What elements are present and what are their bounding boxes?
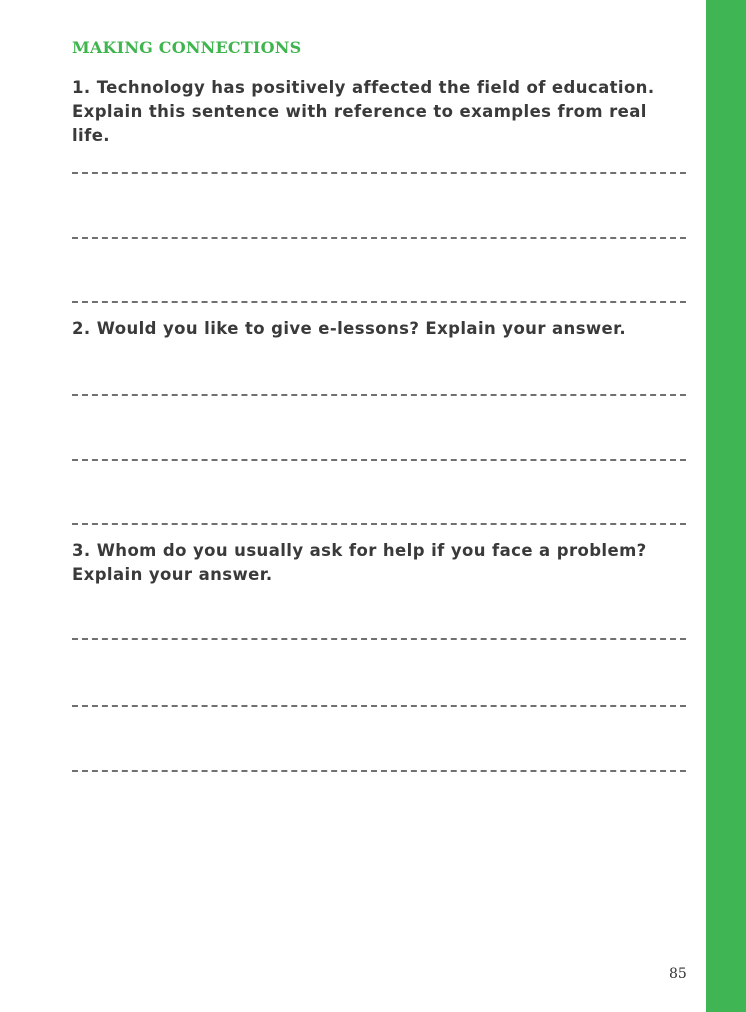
answer-line[interactable]	[72, 770, 686, 772]
answer-line[interactable]	[72, 638, 686, 640]
answer-line[interactable]	[72, 237, 686, 239]
answer-line[interactable]	[72, 301, 686, 303]
page-number: 85	[669, 966, 687, 982]
question-1: 1. Technology has positively affected the field of education. Explain this sentence with reference to examples from real life.	[72, 78, 655, 145]
answer-line[interactable]	[72, 705, 686, 707]
question-3: 3. Whom do you usually ask for help if you face a problem? Explain your answer.	[72, 541, 647, 584]
answer-line[interactable]	[72, 523, 686, 525]
section-title: MAKING CONNECTIONS	[72, 38, 302, 57]
answer-line[interactable]	[72, 459, 686, 461]
question-2: 2. Would you like to give e-lessons? Explain your answer.	[72, 319, 626, 338]
side-color-bar	[706, 0, 746, 1012]
answer-line[interactable]	[72, 172, 686, 174]
answer-line[interactable]	[72, 394, 686, 396]
